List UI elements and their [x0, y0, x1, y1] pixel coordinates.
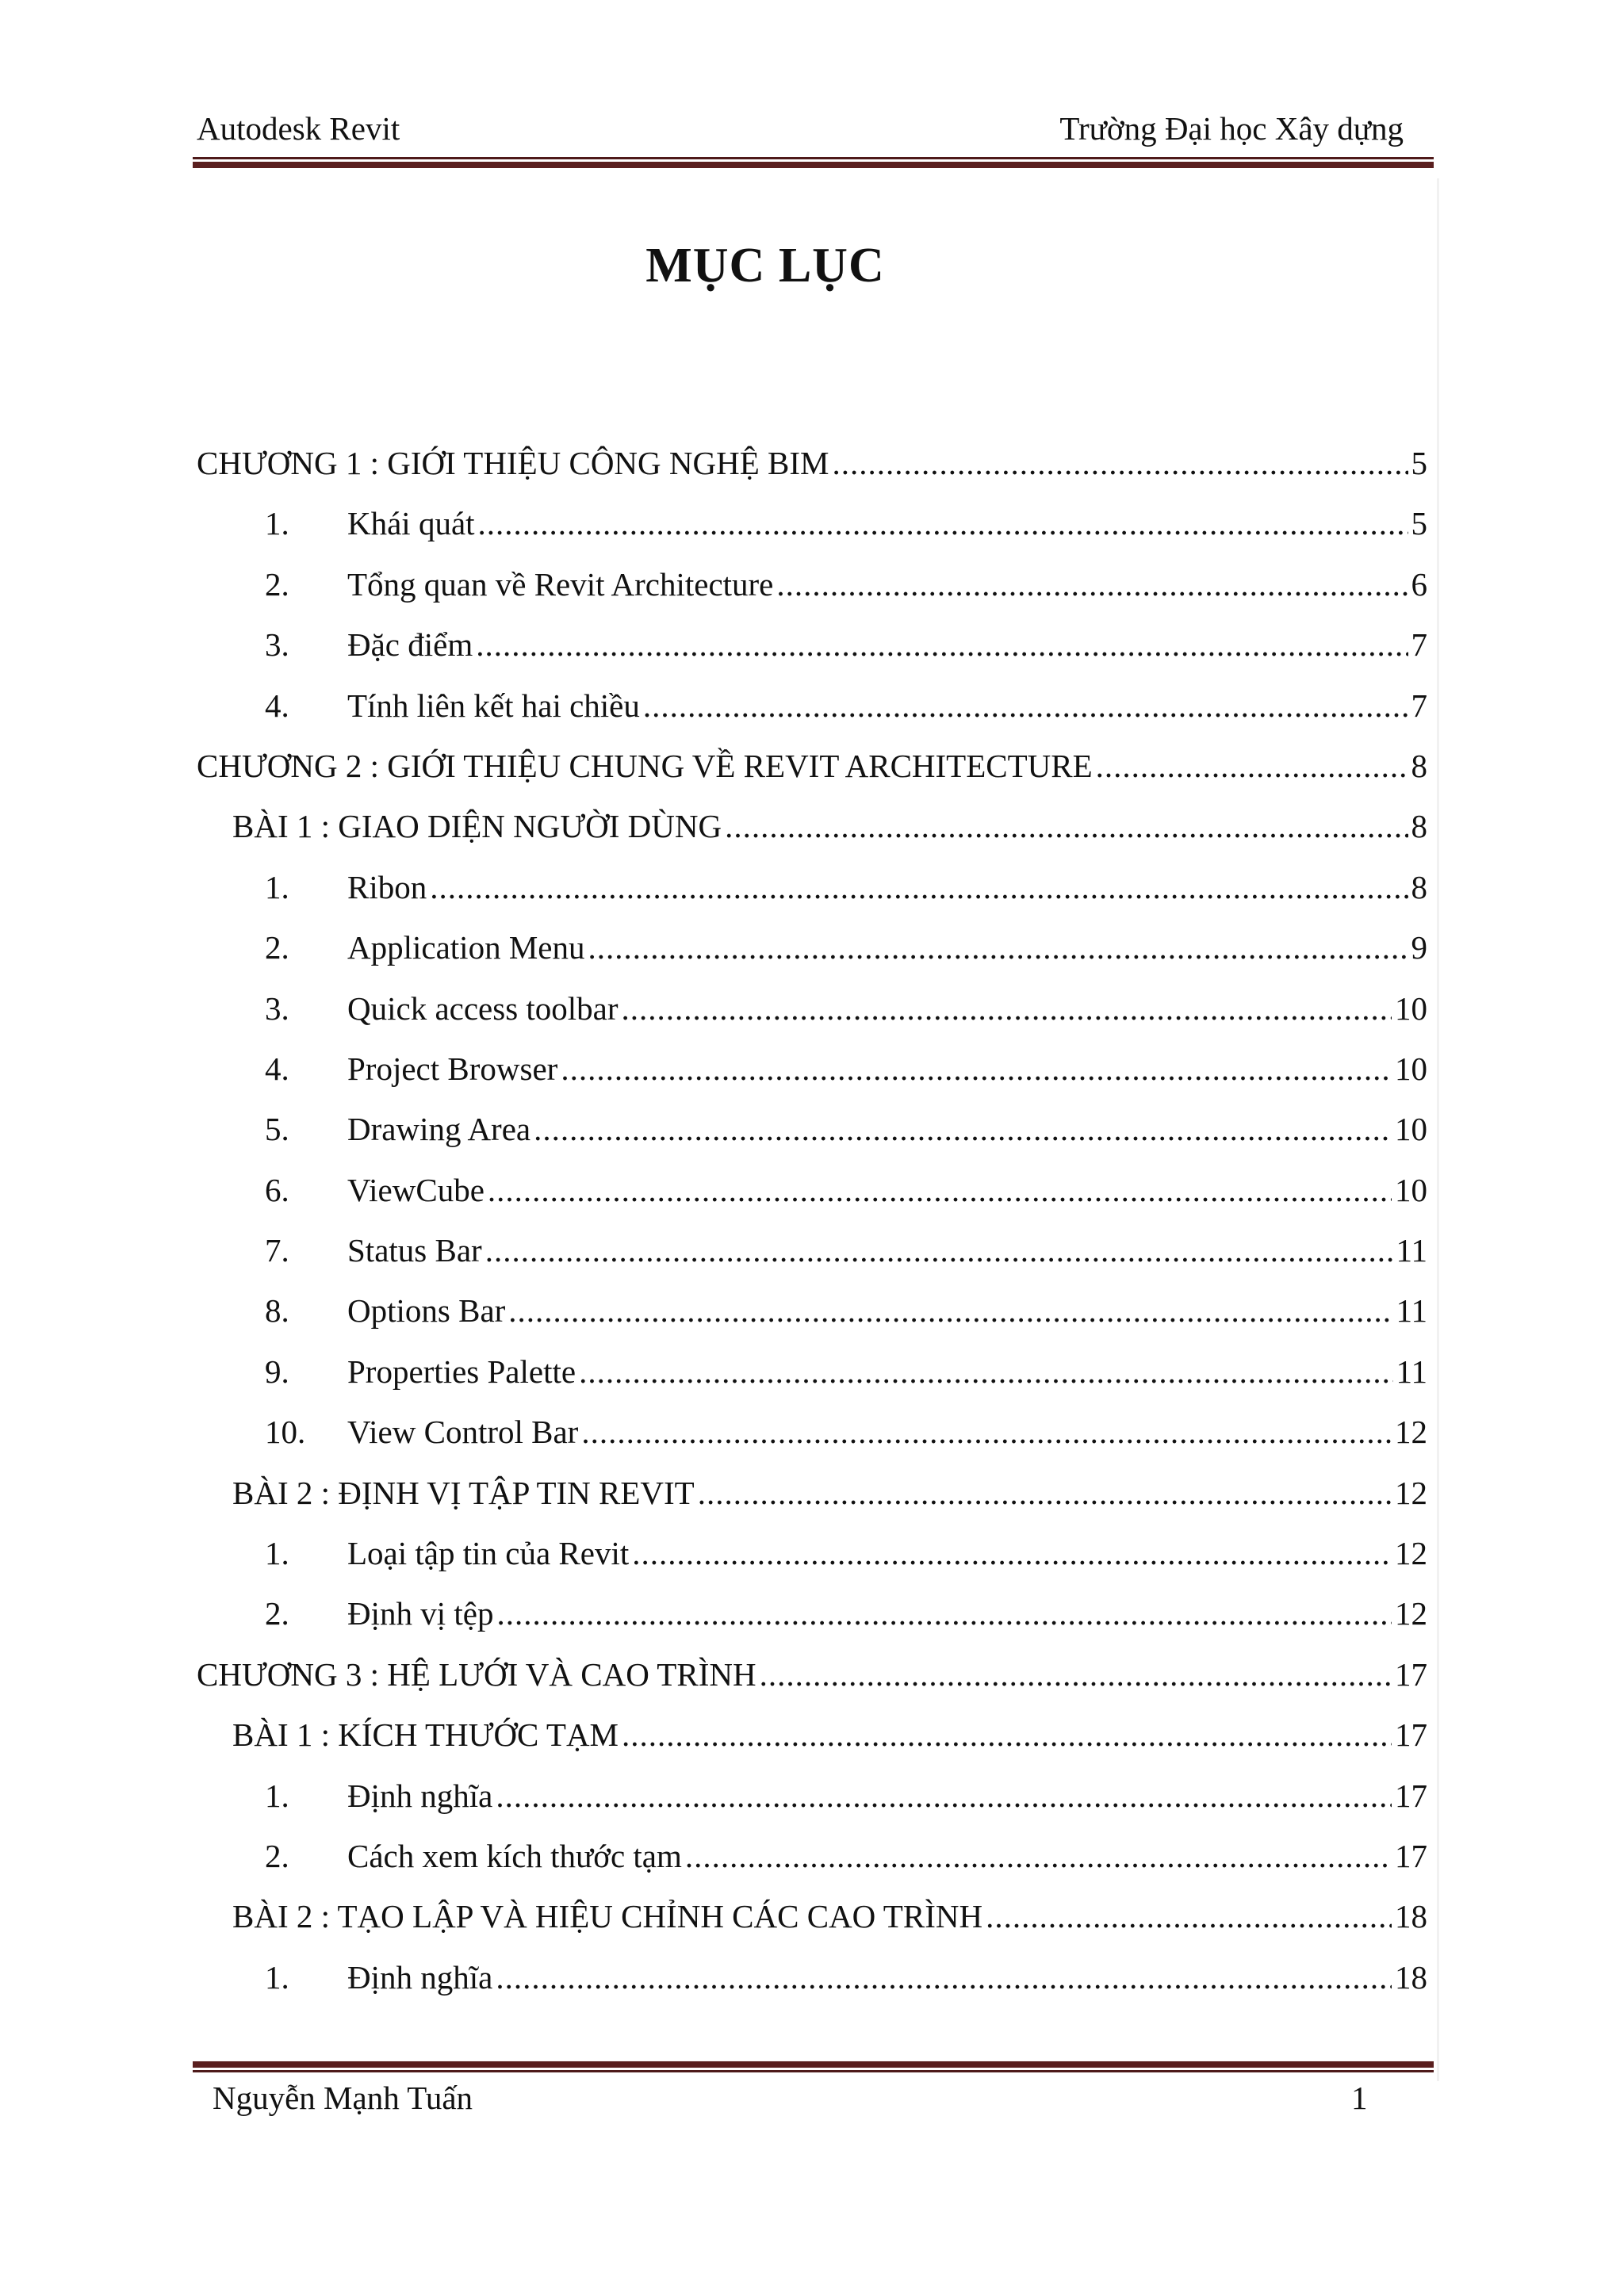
toc-entry-title: Khái quát — [347, 505, 475, 542]
footer-rule — [193, 2061, 1434, 2072]
toc-entry-page: 18 — [1395, 1958, 1427, 1996]
page-title: MỤC LỤC — [645, 239, 885, 293]
toc-entry[interactable] — [197, 1353, 1427, 1413]
toc-entry-number: 6. — [265, 1171, 289, 1208]
toc-entry-page: 17 — [1395, 1777, 1427, 1814]
toc-entry-page: 17 — [1395, 1837, 1427, 1874]
toc-entry-title: Quick access toolbar — [347, 989, 619, 1027]
toc-entry-title: Drawing Area — [347, 1111, 531, 1148]
toc-entry-title: Đặc điểm — [347, 626, 473, 664]
toc-entry[interactable] — [197, 1534, 1427, 1594]
toc-entry-page: 12 — [1395, 1474, 1427, 1511]
toc-dot-leader — [488, 1171, 1392, 1209]
toc-entry-page: 11 — [1396, 1292, 1427, 1330]
toc-entry[interactable] — [197, 989, 1427, 1050]
toc-entry-page: 17 — [1395, 1716, 1427, 1754]
toc-entry-number: 10. — [265, 1414, 306, 1451]
toc-entry-number: 1. — [265, 1958, 289, 1996]
toc-entry[interactable] — [197, 1231, 1427, 1292]
toc-entry-title: BÀI 1 : GIAO DIỆN NGƯỜI DÙNG — [232, 808, 722, 845]
toc-entry-page: 10 — [1395, 989, 1427, 1027]
toc-dot-leader — [508, 1292, 1392, 1330]
toc-dot-leader — [476, 626, 1408, 664]
toc-dot-leader — [496, 1958, 1392, 1996]
toc-entry[interactable] — [197, 687, 1427, 747]
toc-entry-title: Project Browser — [347, 1050, 558, 1087]
toc-entry-page: 10 — [1395, 1050, 1427, 1087]
toc-entry[interactable] — [197, 1777, 1427, 1837]
toc-dot-leader — [776, 565, 1408, 603]
toc-dot-leader — [760, 1655, 1392, 1693]
toc-entry[interactable] — [197, 1171, 1427, 1231]
toc-dot-leader — [588, 928, 1408, 966]
toc-dot-leader — [986, 1897, 1392, 1935]
toc-entry-number: 1. — [265, 505, 289, 542]
toc-entry-page: 9 — [1411, 929, 1427, 966]
toc-entry-title: CHƯƠNG 1 : GIỚI THIỆU CÔNG NGHỆ BIM — [197, 445, 829, 481]
toc-entry-title: Cách xem kích thước tạm — [347, 1837, 682, 1874]
toc-entry[interactable] — [197, 1837, 1427, 1897]
toc-entry-number: 1. — [265, 1535, 289, 1572]
toc-dot-leader — [478, 504, 1408, 542]
toc-dot-leader — [698, 1474, 1392, 1512]
toc-entry[interactable] — [197, 1292, 1427, 1352]
toc-entry-page: 6 — [1411, 565, 1427, 603]
toc-entry[interactable] — [197, 928, 1427, 989]
toc-entry-title: Options Bar — [347, 1292, 506, 1330]
toc-entry-title: Định vị tệp — [347, 1595, 494, 1632]
toc-dot-leader — [622, 1716, 1392, 1754]
toc-entry-number: 2. — [265, 1595, 289, 1632]
toc-entry[interactable] — [197, 1474, 1427, 1534]
toc-entry-title: CHƯƠNG 2 : GIỚI THIỆU CHUNG VỀ REVIT ARCHITECTURE — [197, 747, 1093, 784]
toc-entry-title: Ribon — [347, 868, 427, 905]
toc-entry-number: 9. — [265, 1353, 289, 1390]
toc-entry-title: Loại tập tin của Revit — [347, 1535, 630, 1572]
toc-entry-number: 1. — [265, 1777, 289, 1814]
toc-entry-number: 3. — [265, 626, 289, 664]
footer-author: Nguyễn Mạnh Tuấn — [213, 2080, 473, 2116]
toc-entry-number: 4. — [265, 687, 289, 724]
toc-dot-leader — [832, 444, 1408, 482]
toc-dot-leader — [685, 1837, 1392, 1875]
toc-entry-page: 12 — [1395, 1535, 1427, 1572]
toc-dot-leader — [579, 1353, 1392, 1391]
toc-entry-page: 7 — [1411, 626, 1427, 664]
toc-entry-page: 8 — [1411, 808, 1427, 845]
table-of-contents — [197, 444, 1427, 2019]
toc-entry-title: BÀI 1 : KÍCH THƯỚC TẠM — [232, 1716, 619, 1754]
toc-entry[interactable] — [197, 1413, 1427, 1473]
toc-entry-page: 8 — [1411, 747, 1427, 784]
toc-dot-leader — [561, 1050, 1392, 1088]
toc-dot-leader — [496, 1594, 1392, 1632]
toc-entry-title: Properties Palette — [347, 1353, 576, 1390]
toc-entry-number: 7. — [265, 1232, 289, 1269]
toc-entry-page: 11 — [1396, 1353, 1427, 1390]
toc-entry[interactable] — [197, 1594, 1427, 1655]
toc-entry-title: Tính liên kết hai chiều — [347, 687, 640, 724]
toc-entry-title: BÀI 2 : ĐỊNH VỊ TẬP TIN REVIT — [232, 1474, 695, 1511]
toc-entry[interactable] — [197, 444, 1427, 504]
toc-entry-page: 12 — [1395, 1414, 1427, 1451]
toc-dot-leader — [1096, 747, 1408, 785]
toc-entry-title: Định nghĩa — [347, 1958, 493, 1996]
toc-entry[interactable] — [197, 807, 1427, 867]
toc-entry[interactable] — [197, 1958, 1427, 2019]
toc-dot-leader — [622, 989, 1392, 1027]
toc-dot-leader — [430, 868, 1408, 906]
toc-entry-title: Status Bar — [347, 1232, 482, 1269]
toc-entry-title: Application Menu — [347, 929, 585, 966]
toc-entry-number: 8. — [265, 1292, 289, 1330]
toc-dot-leader — [496, 1777, 1392, 1815]
toc-entry-number: 1. — [265, 868, 289, 905]
toc-entry-page: 5 — [1411, 505, 1427, 542]
toc-entry[interactable] — [197, 1050, 1427, 1110]
toc-entry-title: Định nghĩa — [347, 1777, 493, 1814]
toc-entry[interactable] — [197, 747, 1427, 807]
toc-entry-page: 10 — [1395, 1171, 1427, 1208]
toc-entry-number: 2. — [265, 1837, 289, 1874]
toc-dot-leader — [534, 1110, 1392, 1148]
toc-entry[interactable] — [197, 565, 1427, 626]
toc-entry-page: 18 — [1395, 1898, 1427, 1935]
toc-dot-leader — [632, 1534, 1392, 1572]
toc-entry-title: BÀI 2 : TẠO LẬP VÀ HIỆU CHỈNH CÁC CAO TRÌNH — [232, 1898, 983, 1935]
toc-entry-page: 8 — [1411, 868, 1427, 905]
toc-entry-title: View Control Bar — [347, 1414, 579, 1451]
toc-entry[interactable] — [197, 1897, 1427, 1957]
toc-entry-number: 2. — [265, 929, 289, 966]
toc-entry-page: 11 — [1396, 1232, 1427, 1269]
toc-dot-leader — [643, 687, 1408, 725]
toc-entry[interactable] — [197, 1110, 1427, 1170]
toc-entry-page: 12 — [1395, 1595, 1427, 1632]
header-right: Trường Đại học Xây dựng — [1059, 110, 1404, 147]
toc-entry-number: 4. — [265, 1050, 289, 1087]
toc-entry[interactable] — [197, 1655, 1427, 1716]
toc-entry-title: ViewCube — [347, 1171, 485, 1208]
toc-entry[interactable] — [197, 1716, 1427, 1776]
toc-dot-leader — [725, 807, 1408, 845]
toc-entry-page: 10 — [1395, 1111, 1427, 1148]
toc-entry-page: 5 — [1411, 445, 1427, 481]
toc-entry-number: 5. — [265, 1111, 289, 1148]
toc-entry-title: CHƯƠNG 3 : HỆ LƯỚI VÀ CAO TRÌNH — [197, 1655, 756, 1693]
footer-page-number: 1 — [1351, 2080, 1368, 2116]
toc-entry[interactable] — [197, 868, 1427, 928]
toc-entry-title: Tổng quan về Revit Architecture — [347, 565, 774, 603]
header-left: Autodesk Revit — [197, 110, 400, 147]
toc-entry-page: 17 — [1395, 1655, 1427, 1693]
toc-entry[interactable] — [197, 504, 1427, 564]
toc-dot-leader — [581, 1413, 1392, 1451]
header-rule — [193, 157, 1434, 168]
toc-entry-number: 3. — [265, 989, 289, 1027]
toc-entry-page: 7 — [1411, 687, 1427, 724]
toc-dot-leader — [485, 1231, 1393, 1269]
page-edge-shadow — [1437, 178, 1439, 2081]
toc-entry-number: 2. — [265, 565, 289, 603]
toc-entry[interactable] — [197, 626, 1427, 686]
